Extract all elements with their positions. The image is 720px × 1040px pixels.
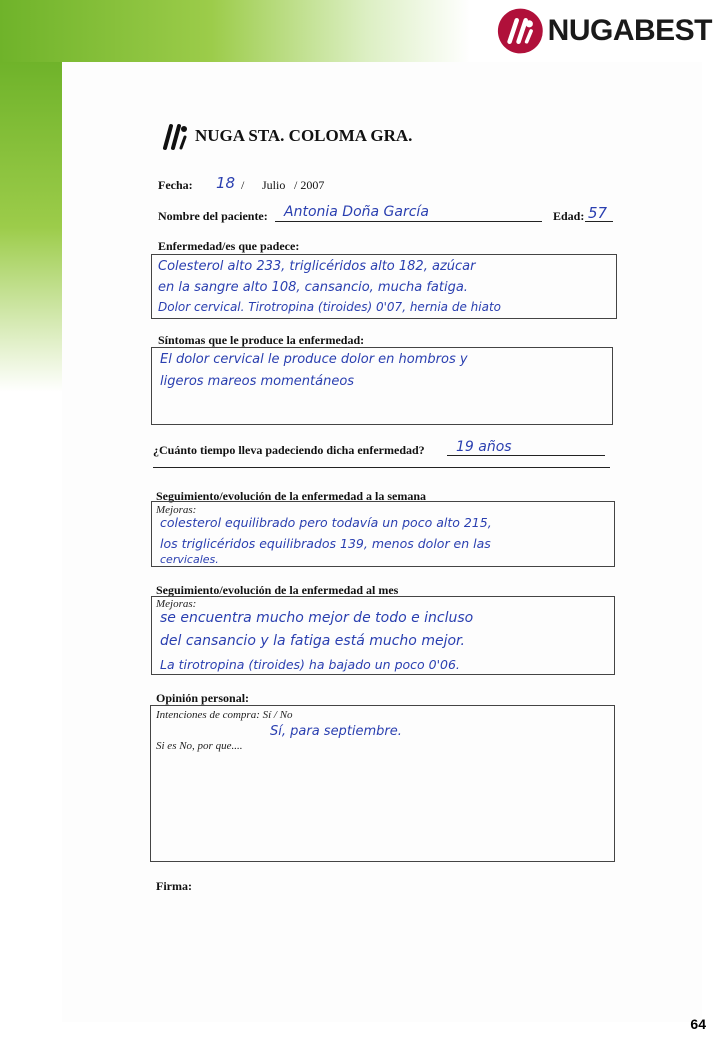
edad-label: Edad:: [553, 209, 585, 223]
semana-line-2: los triglicéridos equilibrados 139, menos dolor en las: [160, 536, 491, 551]
mes-line-2: del cansancio y la fatiga está mucho mejor.: [160, 633, 465, 649]
form-header-title: NUGA STA. COLOMA GRA.: [195, 126, 413, 145]
fecha-day-value: 18: [216, 174, 236, 192]
tiempo-label: ¿Cuánto tiempo lleva padeciendo dicha enfermedad?: [153, 443, 425, 457]
fecha-month: Julio: [262, 178, 286, 192]
enfermedad-line-2: en la sangre alto 108, cansancio, mucha fatiga.: [158, 280, 468, 295]
separator-line: [153, 467, 610, 468]
enfermedad-line-3: Dolor cervical. Tirotropina (tiroides) 0'07, hernia de hiato: [158, 300, 502, 314]
edad-value: 57: [588, 204, 608, 222]
intenciones-value: Sí, para septiembre.: [270, 724, 402, 739]
firma-label: Firma:: [156, 879, 192, 893]
opinion-label: Opinión personal:: [156, 691, 250, 705]
sintomas-line-2: ligeros mareos momentáneos: [160, 374, 355, 389]
edad-underline: [585, 221, 613, 222]
tiempo-underline: [447, 455, 605, 456]
semana-line-1: colesterol equilibrado pero todavía un poco alto 215,: [160, 515, 492, 530]
fecha-label: Fecha:: [158, 178, 193, 192]
semana-mejoras-label: Mejoras:: [156, 504, 197, 516]
sintomas-line-1: El dolor cervical le produce dolor en hombros y: [160, 352, 468, 367]
mes-line-3: La tirotropina (tiroides) ha bajado un poco 0'06.: [160, 657, 460, 672]
header-green-band: [0, 0, 470, 62]
form-header: [161, 120, 412, 152]
brand-logo-block: [497, 4, 712, 58]
side-green-band: [0, 62, 62, 392]
fecha-year: / 2007: [294, 178, 325, 192]
mes-line-1: se encuentra mucho mejor de todo e incluso: [160, 610, 474, 626]
brand-name: NUGABEST: [547, 14, 712, 47]
porque-label: Si es No, por que....: [156, 740, 243, 752]
tiempo-value: 19 años: [456, 439, 512, 455]
nugabest-logo-icon: [497, 5, 544, 57]
mes-label: Seguimiento/evolución de la enfermedad al mes: [156, 583, 399, 597]
enfermedad-label: Enfermedad/es que padece:: [158, 239, 300, 253]
paciente-underline: [275, 221, 542, 222]
paciente-value: Antonia Doña García: [284, 204, 429, 220]
semana-label: Seguimiento/evolución de la enfermedad a la semana: [156, 489, 426, 503]
semana-line-3: cervicales.: [160, 553, 219, 566]
mes-mejoras-label: Mejoras:: [156, 598, 197, 610]
intenciones-label: Intenciones de compra: Sí / No: [156, 709, 293, 721]
sintomas-label: Síntomas que le produce la enfermedad:: [158, 333, 365, 347]
enfermedad-line-1: Colesterol alto 233, triglicéridos alto 182, azúcar: [158, 259, 476, 274]
fecha-separator: /: [241, 178, 245, 192]
semana-box: [151, 501, 615, 567]
nuga-logo-icon: [161, 120, 189, 152]
page-number: 64: [690, 1016, 706, 1032]
paciente-label: Nombre del paciente:: [158, 209, 268, 223]
